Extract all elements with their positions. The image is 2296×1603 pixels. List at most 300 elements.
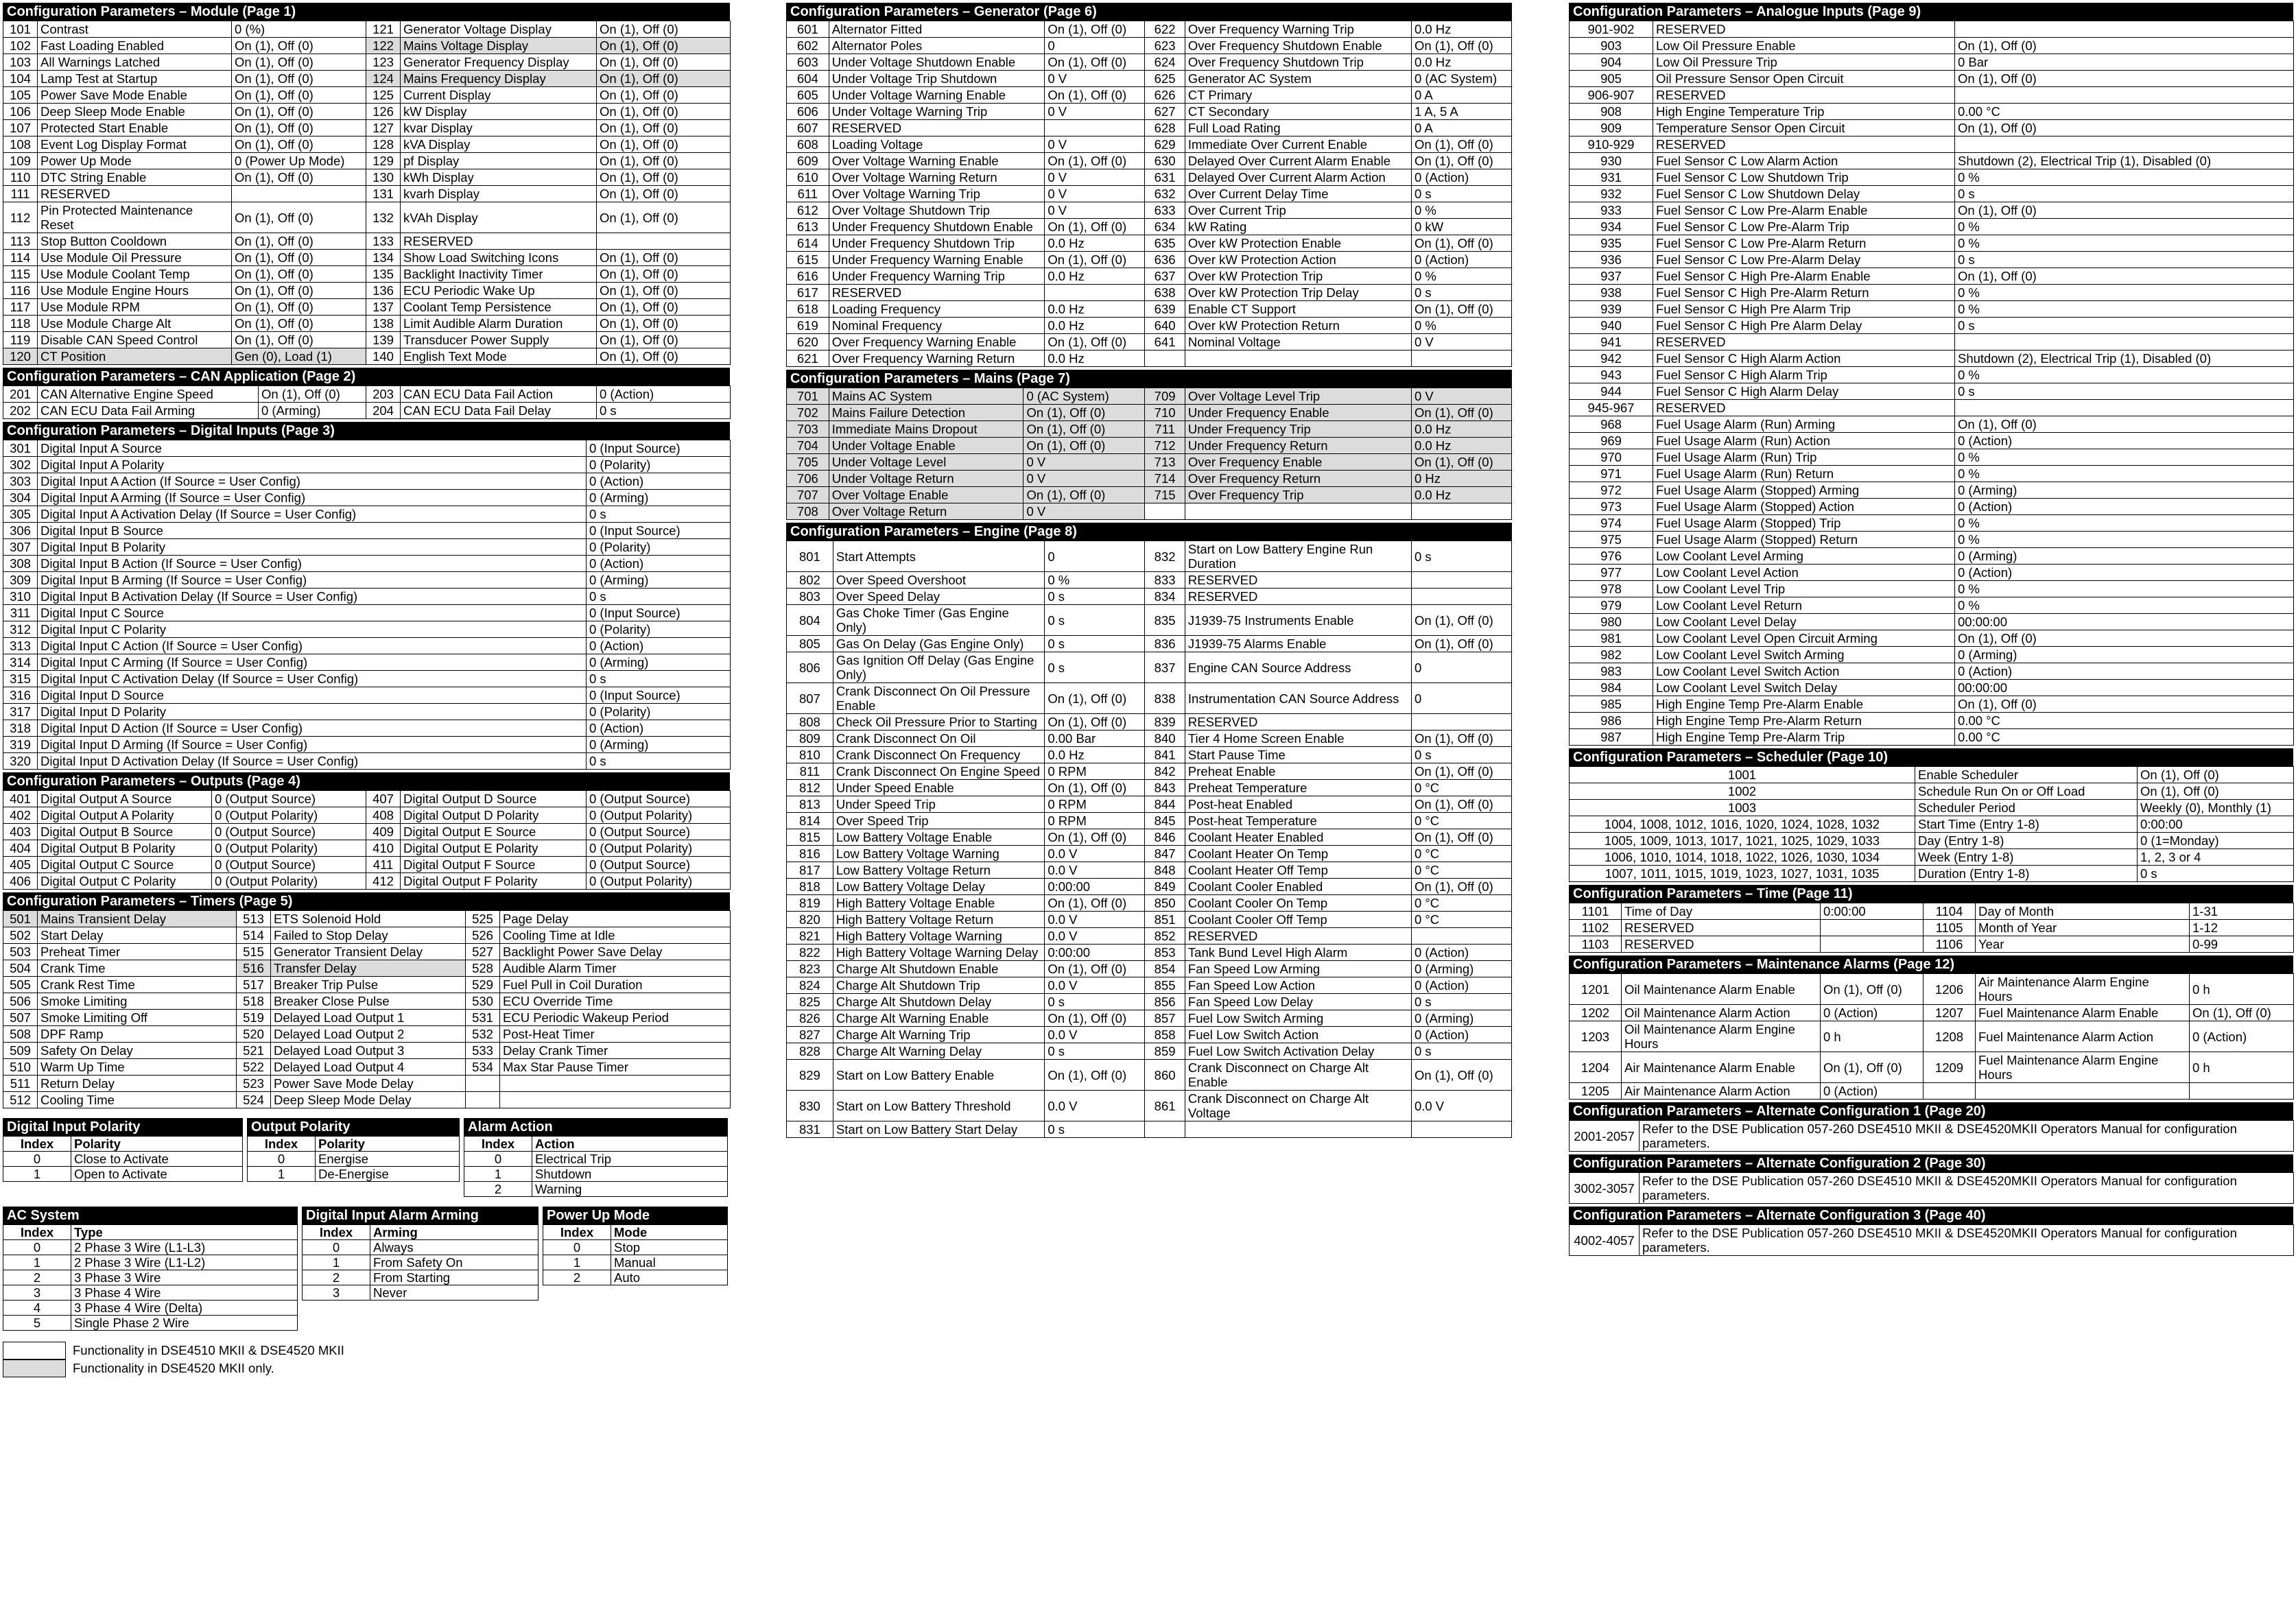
param-name: Fuel Low Switch Arming <box>1185 1010 1411 1027</box>
param-value: 1-31 <box>2190 903 2294 920</box>
table-row <box>3 671 731 687</box>
param-name: Time of Day <box>1622 903 1821 920</box>
table-row <box>1570 974 2294 1005</box>
param-index: 310 <box>3 589 38 605</box>
lookup-header-row <box>303 1225 539 1240</box>
param-name: Lamp Test at Startup <box>38 71 232 87</box>
param-value: 0 % <box>1955 285 2294 301</box>
param-value: 0 (Action) <box>1955 565 2294 581</box>
param-index: 511 <box>3 1076 38 1092</box>
param-index: 801 <box>787 541 833 572</box>
table-row <box>787 652 1512 683</box>
scheduler-table <box>1569 766 2294 882</box>
table-row <box>787 1010 1512 1027</box>
param-index: 507 <box>3 1010 38 1026</box>
param-value: 0 (Arming) <box>587 654 731 671</box>
param-name: Over Frequency Trip <box>1185 487 1411 503</box>
table-row <box>1570 800 2294 816</box>
param-name: English Text Mode <box>401 348 597 365</box>
lookup-header-index: Index <box>543 1225 611 1240</box>
table-row <box>543 1255 728 1270</box>
param-index: 832 <box>1145 541 1185 572</box>
param-index: 834 <box>1145 589 1185 605</box>
param-name: Digital Input B Polarity <box>38 539 587 556</box>
param-value: On (1), Off (0) <box>597 71 731 87</box>
section-maintenance-alarms <box>1569 955 2293 1100</box>
param-name: Power Save Mode Enable <box>38 87 232 104</box>
param-name: DTC String Enable <box>38 169 232 186</box>
param-value: 0 V <box>1045 186 1145 202</box>
param-value: On (1), Off (0) <box>1955 696 2294 713</box>
param-value: On (1), Off (0) <box>232 87 366 104</box>
table-row <box>3 71 731 87</box>
param-index: 302 <box>3 457 38 473</box>
param-value: 0.0 Hz <box>1411 487 1511 503</box>
param-name: Fuel Sensor C High Alarm Trip <box>1653 367 1955 383</box>
param-name: Digital Input A Polarity <box>38 457 587 473</box>
param-index: 1206 <box>1924 974 1976 1005</box>
alternate-config-section <box>1569 1102 2293 1152</box>
param-value: 00:00:00 <box>1955 614 2294 630</box>
param-value: On (1), Off (0) <box>1821 974 1924 1005</box>
table-row <box>1570 597 2294 614</box>
param-index: 630 <box>1145 153 1185 169</box>
param-name: pf Display <box>401 153 597 169</box>
table-row <box>3 473 731 490</box>
param-value: 0 (Arming) <box>587 572 731 589</box>
param-value: On (1), Off (0) <box>1955 120 2294 136</box>
param-name: Start on Low Battery Engine Run Duration <box>1185 541 1411 572</box>
param-name: Gas Choke Timer (Gas Engine Only) <box>833 605 1044 636</box>
lookup-header-index: Index <box>303 1225 370 1240</box>
table-row <box>3 539 731 556</box>
table-row <box>3 1092 731 1108</box>
table-row <box>787 813 1512 829</box>
param-index: 983 <box>1570 663 1653 680</box>
table-row <box>1570 334 2294 351</box>
param-index: 120 <box>3 348 38 365</box>
lookup-index: 1 <box>303 1255 370 1270</box>
param-index: 1203 <box>1570 1021 1622 1052</box>
param-value: 0 (Arming) <box>1411 1010 1511 1027</box>
table-row <box>1570 515 2294 532</box>
param-value: 0 (Output Polarity) <box>587 873 731 890</box>
lookup-grid <box>302 1224 539 1301</box>
param-value: On (1), Off (0) <box>1045 683 1145 714</box>
param-value: On (1), Off (0) <box>259 386 366 403</box>
table-row <box>1570 849 2294 866</box>
param-value <box>1955 87 2294 104</box>
param-index: 623 <box>1145 38 1185 54</box>
table-row <box>3 169 731 186</box>
table-row <box>787 153 1512 169</box>
param-index: 709 <box>1145 388 1185 405</box>
table-row <box>3 490 731 506</box>
param-value <box>1045 285 1145 301</box>
param-name: Start on Low Battery Enable <box>833 1060 1044 1091</box>
time-table <box>1569 903 2294 953</box>
table-row <box>3 911 731 927</box>
param-name: Backlight Power Save Delay <box>500 944 731 960</box>
param-value: On (1), Off (0) <box>232 136 366 153</box>
table-row <box>3 266 731 283</box>
param-index: 505 <box>3 977 38 993</box>
param-index: 137 <box>366 299 401 316</box>
table-row <box>1570 482 2294 499</box>
param-value: 0.00 Bar <box>1045 731 1145 747</box>
table-row <box>3 283 731 299</box>
param-index: 1006, 1010, 1014, 1018, 1022, 1026, 1030, 1034 <box>1570 849 1915 866</box>
lookup-index: 1 <box>248 1167 316 1182</box>
param-name: Coolant Heater Enabled <box>1185 829 1411 846</box>
lookup-value: From Starting <box>370 1270 539 1285</box>
param-value: 0 (Arming) <box>259 403 366 419</box>
param-value: On (1), Off (0) <box>1045 87 1145 104</box>
param-value: 0 s <box>587 671 731 687</box>
table-row <box>787 169 1512 186</box>
param-index: 122 <box>366 38 401 54</box>
param-index: 935 <box>1570 235 1653 252</box>
param-value: 0 h <box>2190 974 2294 1005</box>
param-index: 624 <box>1145 54 1185 71</box>
param-index: 134 <box>366 250 401 266</box>
param-index: 519 <box>237 1010 271 1026</box>
param-name: Digital Output F Polarity <box>401 873 587 890</box>
lookup-index: 1 <box>3 1167 71 1182</box>
param-name: Over Voltage Warning Return <box>829 169 1045 186</box>
table-row <box>787 977 1512 994</box>
param-name: Over Voltage Shutdown Trip <box>829 202 1045 219</box>
table-row <box>787 268 1512 285</box>
table-row <box>1570 285 2294 301</box>
param-index: 637 <box>1145 268 1185 285</box>
param-name: Digital Output E Polarity <box>401 840 587 857</box>
param-index: 622 <box>1145 21 1185 38</box>
param-name: High Engine Temp Pre-Alarm Enable <box>1653 696 1955 713</box>
param-value: 0 (Polarity) <box>587 539 731 556</box>
table-row <box>787 87 1512 104</box>
section-outputs <box>3 772 730 890</box>
section-title: Configuration Parameters – Alternate Configuration 3 (Page 40) <box>1569 1207 2293 1224</box>
param-value: 0 (Arming) <box>587 737 731 753</box>
param-name: Digital Output C Source <box>38 857 212 873</box>
param-name: Cooling Time <box>38 1092 237 1108</box>
table-row <box>3 638 731 654</box>
param-name: Coolant Cooler On Temp <box>1185 895 1411 912</box>
param-index: 115 <box>3 266 38 283</box>
param-value: On (1), Off (0) <box>232 283 366 299</box>
param-value: 0 % <box>1955 515 2294 532</box>
table-row <box>1570 71 2294 87</box>
param-value <box>1411 589 1511 605</box>
param-name: Low Battery Voltage Delay <box>833 879 1044 895</box>
param-index: 307 <box>3 539 38 556</box>
param-index: 1207 <box>1924 1005 1976 1021</box>
param-name: Low Battery Voltage Warning <box>833 846 1044 862</box>
lookup-table <box>247 1118 460 1197</box>
table-row <box>1570 1225 2294 1256</box>
param-name: Over kW Protection Return <box>1185 318 1411 334</box>
section-title: Configuration Parameters – Outputs (Page 4) <box>3 772 730 790</box>
table-row <box>1570 219 2294 235</box>
param-index: 117 <box>3 299 38 316</box>
param-name: Fuel Maintenance Alarm Engine Hours <box>1976 1052 2190 1083</box>
param-name: Year <box>1976 936 2190 953</box>
param-value: 0 °C <box>1411 846 1511 862</box>
param-value: Gen (0), Load (1) <box>232 348 366 365</box>
table-row <box>3 233 731 250</box>
param-name: RESERVED <box>1185 572 1411 589</box>
param-value: On (1), Off (0) <box>1045 961 1145 977</box>
param-name: Fan Speed Low Arming <box>1185 961 1411 977</box>
param-name: Warm Up Time <box>38 1059 237 1076</box>
param-index: 853 <box>1145 945 1185 961</box>
param-name: Fuel Low Switch Action <box>1185 1027 1411 1043</box>
table-row <box>787 219 1512 235</box>
param-value: 0 s <box>1045 636 1145 652</box>
param-name: Fuel Sensor C Low Pre-Alarm Return <box>1653 235 1955 252</box>
table-row <box>3 1270 298 1285</box>
param-index: 942 <box>1570 351 1653 367</box>
param-index: 945-967 <box>1570 400 1653 416</box>
param-name: Fuel Sensor C Low Shutdown Delay <box>1653 186 1955 202</box>
param-index: 107 <box>3 120 38 136</box>
param-name: High Battery Voltage Enable <box>833 895 1044 912</box>
param-value: On (1), Off (0) <box>597 266 731 283</box>
param-name: Month of Year <box>1976 920 2190 936</box>
alternate-config-section <box>1569 1154 2293 1204</box>
param-name: Start Attempts <box>833 541 1044 572</box>
param-value: 0-99 <box>2190 936 2294 953</box>
param-value: On (1), Off (0) <box>1023 421 1145 438</box>
lookup-value: 3 Phase 3 Wire <box>71 1270 298 1285</box>
param-value: On (1), Off (0) <box>232 266 366 283</box>
param-index <box>466 1076 500 1092</box>
param-index: 905 <box>1570 71 1653 87</box>
table-row <box>787 104 1512 120</box>
table-row <box>1570 680 2294 696</box>
param-value: 0:00:00 <box>1821 903 1924 920</box>
lookup-index: 0 <box>248 1152 316 1167</box>
param-value: On (1), Off (0) <box>1411 405 1511 421</box>
table-row <box>1570 614 2294 630</box>
param-index: 308 <box>3 556 38 572</box>
param-value: 0 (Output Source) <box>212 857 366 873</box>
param-name: Air Maintenance Alarm Engine Hours <box>1976 974 2190 1005</box>
table-row <box>787 895 1512 912</box>
param-name: Fuel Sensor C Low Pre-Alarm Delay <box>1653 252 1955 268</box>
lookup-value: Shutdown <box>532 1167 728 1182</box>
param-value: 0.0 Hz <box>1045 235 1145 252</box>
param-index: 529 <box>466 977 500 993</box>
param-value: 0.0 V <box>1045 1091 1145 1121</box>
table-row <box>3 927 731 944</box>
param-value: 0 s <box>1955 383 2294 400</box>
lookup-value: Close to Activate <box>71 1152 243 1167</box>
param-value: 0 (Output Polarity) <box>212 807 366 824</box>
param-name: Mains Transient Delay <box>38 911 237 927</box>
param-name: Fuel Usage Alarm (Stopped) Arming <box>1653 482 1955 499</box>
param-index: 611 <box>787 186 829 202</box>
param-value: On (1), Off (0) <box>597 136 731 153</box>
table-row <box>3 572 731 589</box>
param-index: 512 <box>3 1092 38 1108</box>
table-row <box>1570 120 2294 136</box>
param-name: Fuel Sensor C Low Alarm Action <box>1653 153 1955 169</box>
param-value: 0 s <box>587 753 731 770</box>
section-engine <box>786 523 1512 1138</box>
param-name: kVA Display <box>401 136 597 153</box>
param-name: Mains Voltage Display <box>401 38 597 54</box>
param-value: On (1), Off (0) <box>232 38 366 54</box>
param-value: 0 V <box>1045 104 1145 120</box>
param-value: 0 % <box>1955 219 2294 235</box>
param-name: Mains AC System <box>829 388 1023 405</box>
param-value: On (1), Off (0) <box>232 104 366 120</box>
param-index: 936 <box>1570 252 1653 268</box>
param-index: 825 <box>787 994 833 1010</box>
param-index: 513 <box>237 911 271 927</box>
table-row <box>1570 1052 2294 1083</box>
param-index: 712 <box>1145 438 1185 454</box>
param-name: Digital Output D Source <box>401 791 587 807</box>
section-title: Configuration Parameters – Time (Page 11) <box>1569 885 2293 903</box>
param-index: 704 <box>787 438 829 454</box>
param-value: On (1), Off (0) <box>1045 780 1145 796</box>
param-name: Under Voltage Warning Trip <box>829 104 1045 120</box>
table-row <box>3 621 731 638</box>
param-index: 906-907 <box>1570 87 1653 104</box>
middle-column <box>786 3 1512 1141</box>
param-index: 932 <box>1570 186 1653 202</box>
param-value: 0.0 V <box>1045 1027 1145 1043</box>
table-row <box>3 1059 731 1076</box>
param-name: Coolant Cooler Enabled <box>1185 879 1411 895</box>
param-index: 1103 <box>1570 936 1622 953</box>
param-name: ETS Solenoid Hold <box>271 911 466 927</box>
section-title: Configuration Parameters – Module (Page 1) <box>3 3 730 21</box>
param-name: Smoke Limiting Off <box>38 1010 237 1026</box>
param-index: 943 <box>1570 367 1653 383</box>
param-index: 124 <box>366 71 401 87</box>
table-row <box>787 38 1512 54</box>
param-value: 0 <box>1045 541 1145 572</box>
table-row <box>1570 252 2294 268</box>
table-row <box>464 1152 728 1167</box>
param-value: 0 (Arming) <box>1955 647 2294 663</box>
table-row <box>1570 833 2294 849</box>
table-row <box>3 605 731 621</box>
param-index: 620 <box>787 334 829 351</box>
param-value: On (1), Off (0) <box>1411 763 1511 780</box>
table-row <box>3 1026 731 1043</box>
param-name: Delay Crank Timer <box>500 1043 731 1059</box>
param-name: Nominal Voltage <box>1185 334 1411 351</box>
param-index: 636 <box>1145 252 1185 268</box>
timers-table <box>3 910 731 1108</box>
param-name: Digital Input D Arming (If Source = User Config) <box>38 737 587 753</box>
param-index: 714 <box>1145 471 1185 487</box>
param-index: 975 <box>1570 532 1653 548</box>
param-value: 0 (Action) <box>587 556 731 572</box>
param-value: 0 % <box>1411 268 1511 285</box>
table-row <box>787 683 1512 714</box>
param-value: On (1), Off (0) <box>1955 416 2294 433</box>
param-value: 0 (Action) <box>597 386 731 403</box>
param-index: 985 <box>1570 696 1653 713</box>
table-row <box>3 1152 243 1167</box>
param-value <box>1045 120 1145 136</box>
param-value: On (1), Off (0) <box>597 332 731 348</box>
param-name: Schedule Run On or Off Load <box>1915 783 2138 800</box>
table-row <box>3 386 731 403</box>
lookup-table <box>3 1118 243 1197</box>
param-value: 0 (Polarity) <box>587 457 731 473</box>
param-name: Breaker Close Pulse <box>271 993 466 1010</box>
param-value: Shutdown (2), Electrical Trip (1), Disabled (0) <box>1955 153 2294 169</box>
table-row <box>787 471 1512 487</box>
param-index: 1201 <box>1570 974 1622 1005</box>
param-index: 314 <box>3 654 38 671</box>
param-name: Over Voltage Enable <box>829 487 1023 503</box>
param-name: RESERVED <box>1622 920 1821 936</box>
param-index: 116 <box>3 283 38 299</box>
param-index: 629 <box>1145 136 1185 153</box>
table-row <box>787 202 1512 219</box>
table-row <box>787 1043 1512 1060</box>
param-index: 114 <box>3 250 38 266</box>
param-value: 0 (Output Polarity) <box>212 873 366 890</box>
param-index: 838 <box>1145 683 1185 714</box>
param-name: Over Voltage Warning Trip <box>829 186 1045 202</box>
param-index: 842 <box>1145 763 1185 780</box>
param-name: Under Frequency Warning Trip <box>829 268 1045 285</box>
lookup-grid <box>464 1136 728 1197</box>
table-row <box>1570 548 2294 565</box>
param-name <box>1185 503 1411 520</box>
param-name: Day of Month <box>1976 903 2190 920</box>
param-index: 411 <box>366 857 401 873</box>
param-index: 522 <box>237 1059 271 1076</box>
section-module <box>3 3 730 365</box>
section-title: Configuration Parameters – CAN Application (Page 2) <box>3 368 730 385</box>
lookup-index: 2 <box>543 1270 611 1285</box>
param-name: Over Voltage Warning Enable <box>829 153 1045 169</box>
param-value: On (1), Off (0) <box>232 54 366 71</box>
param-index: 970 <box>1570 449 1653 466</box>
param-index: 523 <box>237 1076 271 1092</box>
param-name: Fuel Sensor C Low Pre-Alarm Enable <box>1653 202 1955 219</box>
param-value: On (1), Off (0) <box>232 202 366 233</box>
table-row <box>3 120 731 136</box>
param-index: 613 <box>787 219 829 235</box>
param-index: 715 <box>1145 487 1185 503</box>
param-index: 641 <box>1145 334 1185 351</box>
param-index: 707 <box>787 487 829 503</box>
param-value: On (1), Off (0) <box>1411 796 1511 813</box>
table-row <box>3 332 731 348</box>
param-name: Fuel Sensor C High Pre Alarm Trip <box>1653 301 1955 318</box>
param-index: 634 <box>1145 219 1185 235</box>
table-row <box>1570 565 2294 581</box>
param-index: 135 <box>366 266 401 283</box>
param-name: Safety On Delay <box>38 1043 237 1059</box>
section-title: Configuration Parameters – Alternate Configuration 1 (Page 20) <box>1569 1102 2293 1120</box>
table-row <box>303 1255 539 1270</box>
table-row <box>1570 202 2294 219</box>
param-name: Smoke Limiting <box>38 993 237 1010</box>
param-name: Start on Low Battery Threshold <box>833 1091 1044 1121</box>
